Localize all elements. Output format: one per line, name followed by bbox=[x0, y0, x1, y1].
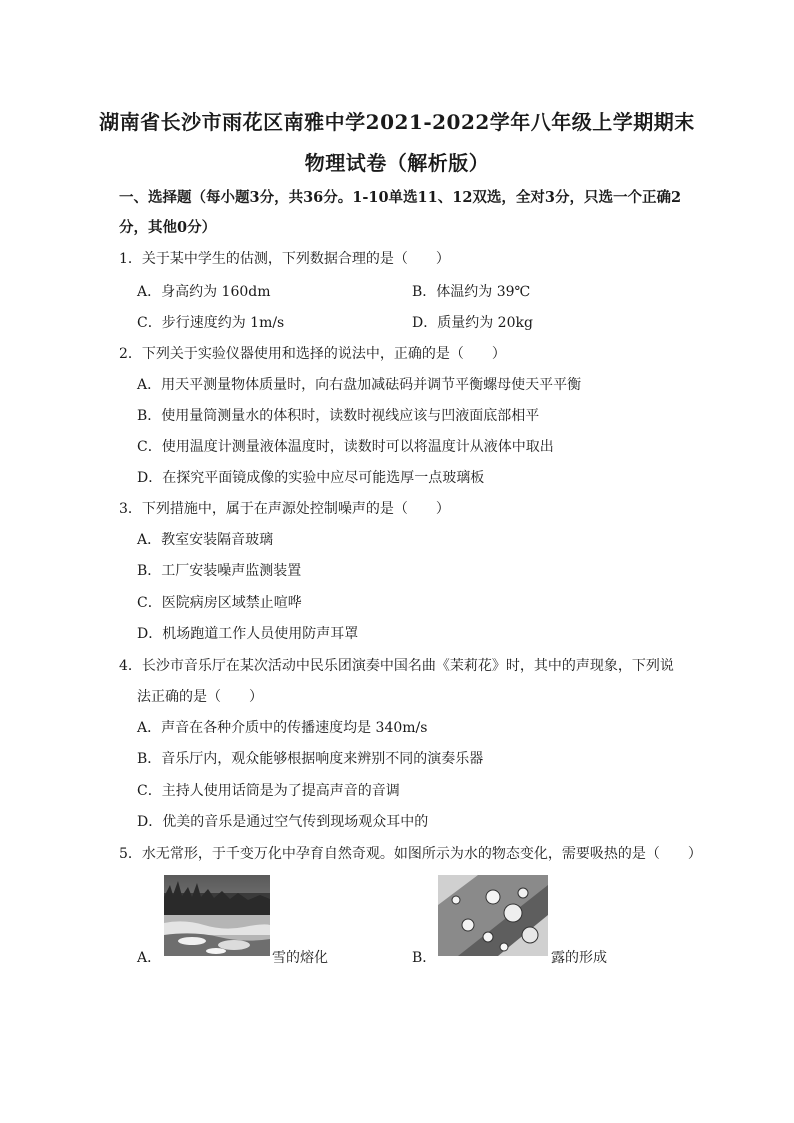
question-5-option-b-caption: 露的形成 bbox=[551, 950, 607, 966]
question-4-option-a: A．声音在各种介质中的传播速度均是 340m/s bbox=[137, 720, 428, 736]
question-4-option-c: C．主持人使用话筒是为了提高声音的音调 bbox=[137, 783, 400, 799]
question-1-stem: 1．关于某中学生的估测，下列数据合理的是（ ） bbox=[119, 251, 450, 267]
snow-melting-photo bbox=[164, 875, 270, 956]
question-4-option-b: B．音乐厅内，观众能够根据响度来辨别不同的演奏乐器 bbox=[137, 751, 484, 767]
section-heading-line1: 一、选择题（每小题3分，共36分。1-10单选11、12双选，全对3分，只选一个正确2 bbox=[119, 189, 682, 206]
question-2-option-d: D．在探究平面镜成像的实验中应尽可能选厚一点玻璃板 bbox=[137, 470, 485, 486]
dew-formation-photo bbox=[438, 875, 548, 956]
question-3-option-d: D．机场跑道工作人员使用防声耳罩 bbox=[137, 626, 359, 642]
section-heading-line2: 分，其他0分） bbox=[119, 219, 217, 236]
question-1-option-c: C．步行速度约为 1m/s bbox=[137, 315, 285, 331]
question-4-option-d: D．优美的音乐是通过空气传到现场观众耳中的 bbox=[137, 814, 429, 830]
page-title-line1: 湖南省长沙市雨花区南雅中学2021-2022学年八年级上学期期末 bbox=[99, 110, 695, 134]
question-2-option-b: B．使用量筒测量水的体积时，读数时视线应该与凹液面底部相平 bbox=[137, 408, 540, 424]
question-5-option-a-letter: A． bbox=[137, 950, 162, 966]
question-3-option-b: B．工厂安装噪声监测装置 bbox=[137, 563, 302, 579]
question-3-option-a: A．教室安装隔音玻璃 bbox=[137, 532, 274, 548]
question-2-stem: 2．下列关于实验仪器使用和选择的说法中，正确的是（ ） bbox=[119, 346, 506, 362]
question-2-option-a: A．用天平测量物体质量时，向右盘加减砝码并调节平衡螺母使天平平衡 bbox=[137, 377, 582, 393]
question-4-stem-line2: 法正确的是（ ） bbox=[137, 689, 263, 705]
question-5-option-a-caption: 雪的熔化 bbox=[272, 950, 328, 966]
page-title-line2: 物理试卷（解析版） bbox=[304, 151, 490, 175]
question-1-option-d: D．质量约为 20kg bbox=[412, 315, 533, 331]
question-1-option-a: A．身高约为 160dm bbox=[137, 284, 271, 300]
question-5-option-b-letter: B． bbox=[412, 950, 437, 966]
question-3-stem: 3．下列措施中，属于在声源处控制噪声的是（ ） bbox=[119, 501, 450, 517]
question-4-stem-line1: 4．长沙市音乐厅在某次活动中民乐团演奏中国名曲《茉莉花》时，其中的声现象，下列说 bbox=[119, 658, 674, 674]
question-2-option-c: C．使用温度计测量液体温度时，读数时可以将温度计从液体中取出 bbox=[137, 439, 554, 455]
question-5-stem: 5．水无常形，于千变万化中孕育自然奇观。如图所示为水的物态变化，需要吸热的是（ ） bbox=[119, 846, 702, 862]
question-1-option-b: B．体温约为 39℃ bbox=[412, 284, 531, 300]
question-3-option-c: C．医院病房区域禁止喧哗 bbox=[137, 595, 302, 611]
